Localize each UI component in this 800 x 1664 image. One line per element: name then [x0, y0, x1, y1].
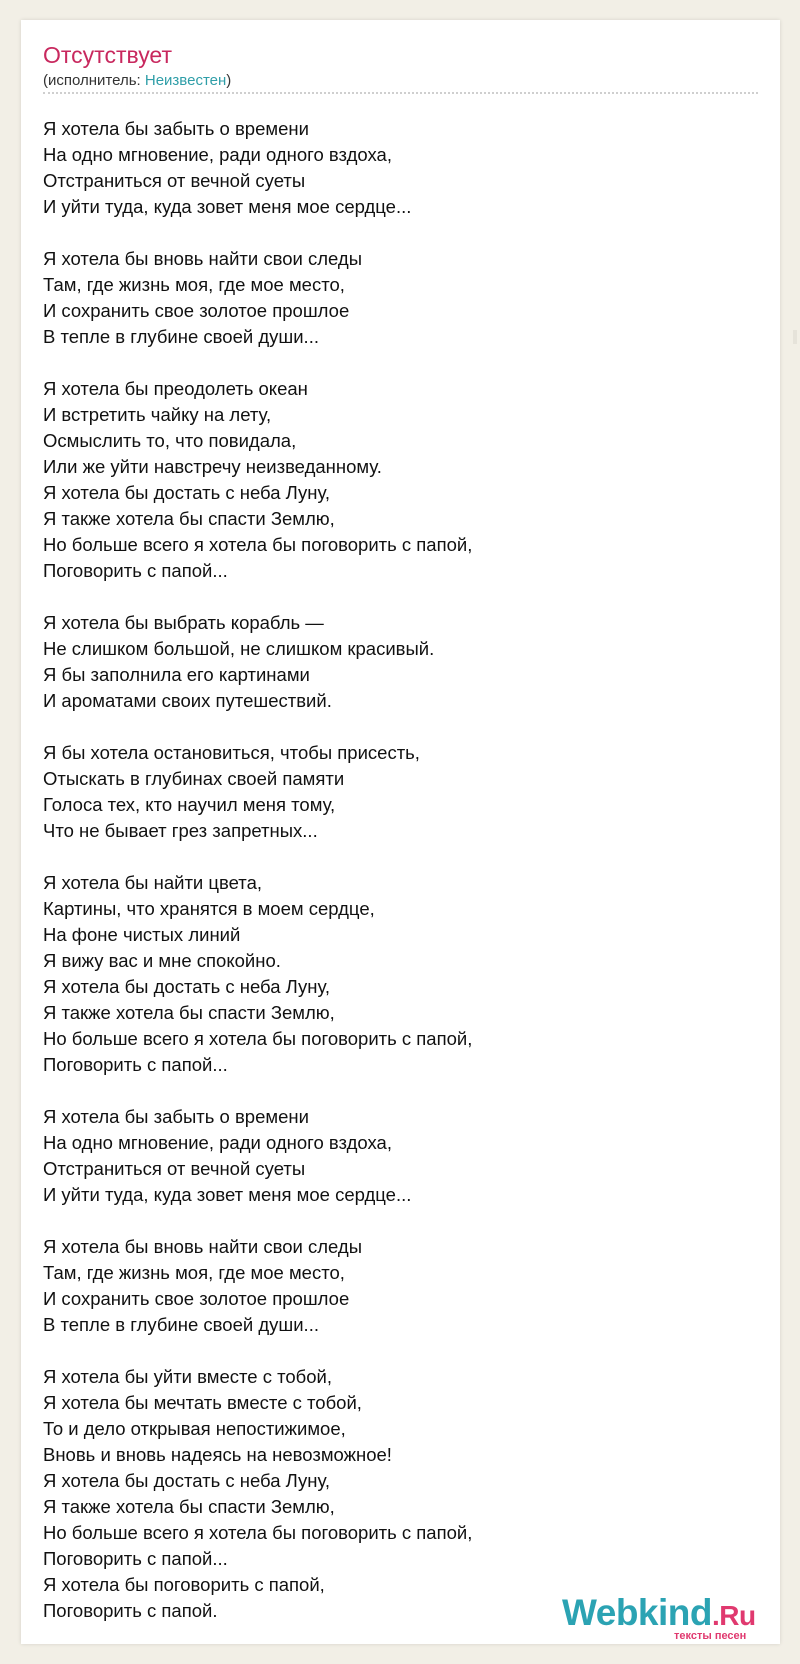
brand-tld: .Ru: [712, 1600, 756, 1631]
stanza-gap: [43, 1078, 758, 1104]
brand-tagline: тексты песен: [674, 1630, 747, 1642]
lyrics-body: [43, 116, 758, 1624]
lyric-line: Или же уйти навстречу неизведанному.: [43, 456, 382, 477]
lyric-line: Я бы заполнила его картинами: [43, 664, 310, 685]
stanza-gap: [43, 584, 758, 610]
lyric-line: Я хотела бы вновь найти свои следы: [43, 248, 362, 269]
lyric-line: И ароматами своих путешествий.: [43, 690, 332, 711]
stanza-gap: [43, 714, 758, 740]
lyric-line: И уйти туда, куда зовет меня мое сердце...: [43, 1184, 412, 1205]
stanza-gap: [43, 844, 758, 870]
stanza-gap: [43, 1338, 758, 1364]
title-divider: [43, 92, 758, 94]
lyric-line: То и дело открывая непостижимое,: [43, 1418, 346, 1439]
webkind-logo: [562, 1594, 756, 1631]
lyric-line: Не слишком большой, не слишком красивый.: [43, 638, 435, 659]
lyric-line: Но больше всего я хотела бы поговорить с папой,: [43, 1522, 473, 1543]
lyric-line: Отстраниться от вечной суеты: [43, 170, 306, 191]
lyric-line: Отстраниться от вечной суеты: [43, 1158, 306, 1179]
lyric-line: Я хотела бы выбрать корабль —: [43, 612, 324, 633]
lyric-line: И сохранить свое золотое прошлое: [43, 300, 350, 321]
lyric-line: И встретить чайку на лету,: [43, 404, 272, 425]
lyric-line: В тепле в глубине своей души...: [43, 1314, 319, 1335]
lyric-line: И сохранить свое золотое прошлое: [43, 1288, 350, 1309]
lyric-line: Я хотела бы достать с неба Луну,: [43, 1470, 330, 1491]
lyric-line: Я также хотела бы спасти Землю,: [43, 1496, 335, 1517]
lyric-line: Отыскать в глубинах своей памяти: [43, 768, 345, 789]
lyric-line: Я хотела бы преодолеть океан: [43, 378, 308, 399]
artist-line: [43, 72, 231, 89]
lyric-line: Я хотела бы вновь найти свои следы: [43, 1236, 362, 1257]
lyrics-card: [21, 20, 780, 1644]
lyric-line: Я хотела бы достать с неба Луну,: [43, 976, 330, 997]
lyric-line: Я бы хотела остановиться, чтобы присесть,: [43, 742, 420, 763]
lyric-line: Вновь и вновь надеясь на невозможное!: [43, 1444, 392, 1465]
lyric-line: Я хотела бы уйти вместе с тобой,: [43, 1366, 333, 1387]
lyric-line: И уйти туда, куда зовет меня мое сердце...: [43, 196, 412, 217]
lyric-line: Я хотела бы забыть о времени: [43, 118, 309, 139]
lyric-line: Там, где жизнь моя, где мое место,: [43, 274, 345, 295]
stanza-gap: [43, 220, 758, 246]
lyric-line: Голоса тех, кто научил меня тому,: [43, 794, 336, 815]
artist-suffix: ): [226, 72, 232, 89]
lyric-line: Я хотела бы найти цвета,: [43, 872, 262, 893]
stanza-gap: [43, 350, 758, 376]
lyric-line: Картины, что хранятся в моем сердце,: [43, 898, 375, 919]
lyric-line: Там, где жизнь моя, где мое место,: [43, 1262, 345, 1283]
artist-link[interactable]: Неизвестен: [144, 72, 227, 89]
lyric-line: Я хотела бы мечтать вместе с тобой,: [43, 1392, 362, 1413]
lyric-line: Я хотела бы поговорить с папой,: [43, 1574, 325, 1595]
lyric-line: Но больше всего я хотела бы поговорить с папой,: [43, 534, 473, 555]
scroll-marker: [793, 330, 797, 344]
stanza-gap: [43, 1208, 758, 1234]
lyric-line: В тепле в глубине своей души...: [43, 326, 319, 347]
brand-name: Webkind: [562, 1592, 712, 1633]
lyric-line: На фоне чистых линий: [43, 924, 241, 945]
lyric-line: Поговорить с папой...: [43, 560, 228, 581]
lyric-line: На одно мгновение, ради одного вздоха,: [43, 144, 392, 165]
lyric-line: Поговорить с папой...: [43, 1054, 228, 1075]
lyric-line: Но больше всего я хотела бы поговорить с папой,: [43, 1028, 473, 1049]
lyric-line: Поговорить с папой...: [43, 1548, 228, 1569]
lyric-line: Что не бывает грез запретных...: [43, 820, 318, 841]
lyric-line: Я хотела бы забыть о времени: [43, 1106, 309, 1127]
lyric-line: Я также хотела бы спасти Землю,: [43, 508, 335, 529]
lyric-line: На одно мгновение, ради одного вздоха,: [43, 1132, 392, 1153]
song-title: Отсутствует: [43, 42, 172, 68]
lyric-line: Я хотела бы достать с неба Луну,: [43, 482, 330, 503]
lyric-line: Осмыслить то, что повидала,: [43, 430, 297, 451]
artist-prefix: (исполнитель:: [43, 72, 145, 89]
lyric-line: Я вижу вас и мне спокойно.: [43, 950, 281, 971]
lyric-line: Поговорить с папой.: [43, 1600, 218, 1621]
lyric-line: Я также хотела бы спасти Землю,: [43, 1002, 335, 1023]
